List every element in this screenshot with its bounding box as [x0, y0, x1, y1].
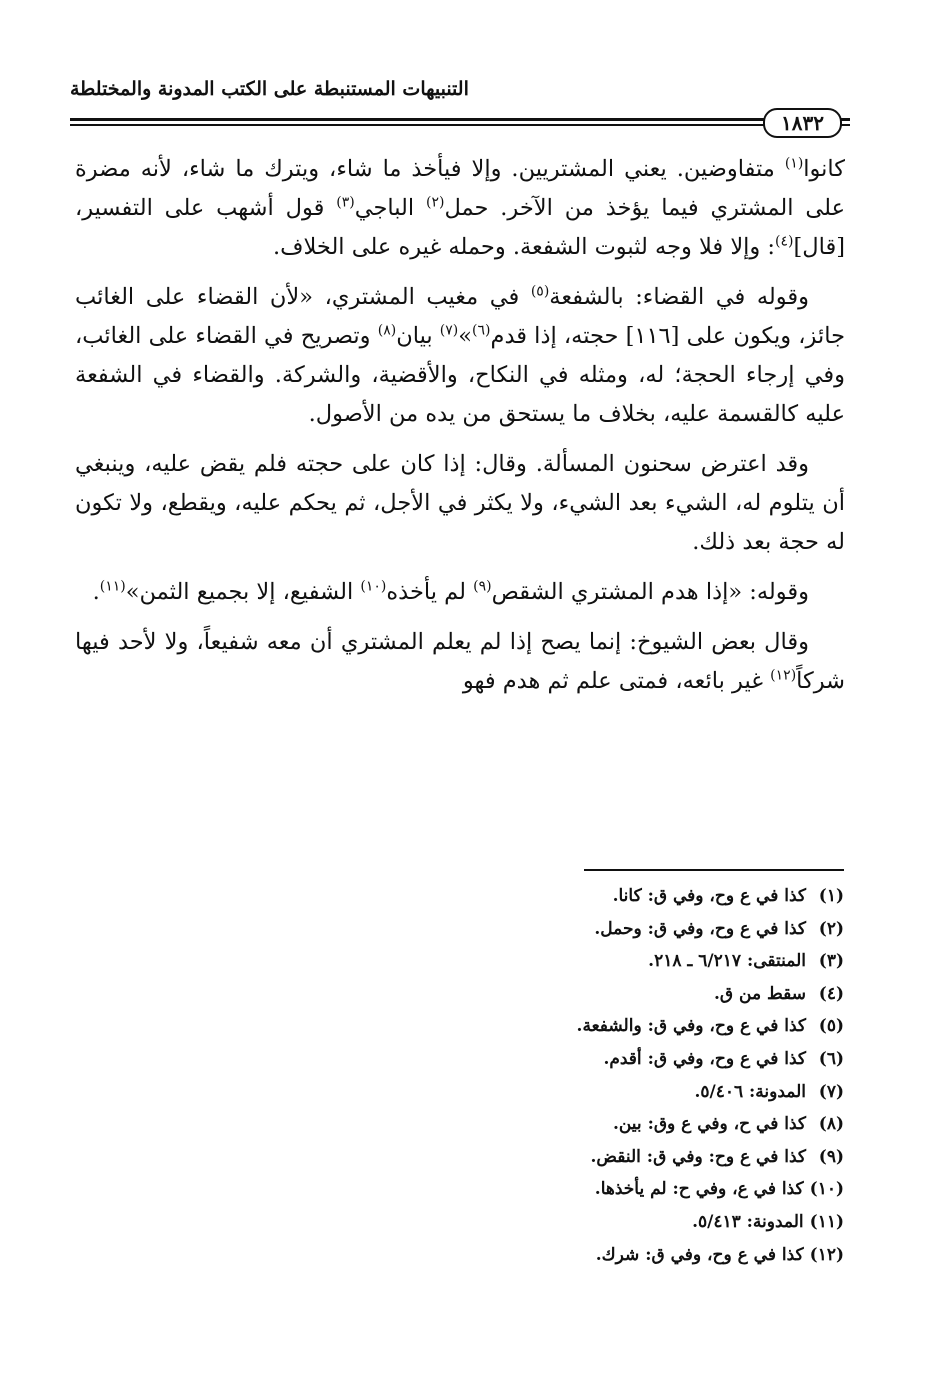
header-rule-thin: [70, 124, 850, 126]
footnote-ref-2: (٢): [425, 194, 445, 211]
text-run: وقوله في القضاء: بالشفعة: [549, 284, 810, 310]
footnote-item: [284, 880, 844, 913]
footnote-ref-5: (٥): [530, 283, 550, 300]
text-run: وقد اعترض سحنون المسألة. وقال: إذا كان على حجته فلم يقض عليه، وينبغي أن يتلوم له، الشيء بعد الشيء، ولا يكثر في الأجل، ثم يحكم عليه، ويقطع، ولا تكون له حجة بعد ذلك.: [75, 451, 845, 555]
page-header: [70, 68, 850, 138]
footnote-number: (٨): [818, 1114, 844, 1135]
footnote-ref-7: (٧): [439, 322, 459, 339]
footnote-number: (٣): [818, 951, 844, 972]
footnote-text: كذا في ع وح: وفي ق: النقض.: [590, 1146, 806, 1167]
footnote-item: [284, 1010, 844, 1043]
footnote-text: كذا في ع وح، وفي ق: والشفعة.: [576, 1016, 806, 1037]
text-run: غير بائعه، فمتى علم ثم هدم فهو: [462, 668, 771, 694]
text-run: بيان: [396, 323, 440, 349]
paragraph-2: [75, 278, 845, 434]
text-run: وتصريح في القضاء على الغائب، وفي إرجاء الحجة؛ له، ومثله في النكاح، والأقضية، والشركة. والقضاء في الشفعة عليه كالقسمة عليه، بخلاف ما يستحق من يده من الأصول.: [75, 323, 845, 427]
footnote-ref-8: (٨): [377, 322, 397, 339]
footnote-ref-12: (١٢): [770, 667, 797, 684]
footnote-text: المدونة: ٥/٤٠٦.: [694, 1081, 806, 1102]
footnote-number: (٤): [818, 983, 844, 1004]
page-number: ١٨٣٢: [763, 108, 842, 138]
footnote-number: (١٠): [809, 1179, 844, 1200]
footnote-number: (١٢): [809, 1244, 844, 1265]
text-run: »: [458, 323, 473, 349]
text-run: متفاوضين. يعني المشتريين. وإلا فيأخذ ما شاء، ويترك ما شاء، لأنه مضرة على المشتري فيما يؤخذ من الآخر. حمل: [75, 156, 845, 221]
header-rule-thick: [70, 118, 850, 121]
text-run: .: [92, 579, 100, 605]
text-run: كانوا: [803, 156, 845, 182]
footnote-number: (٧): [818, 1081, 844, 1102]
footnote-item: [284, 1076, 844, 1109]
footnote-ref-10: (١٠): [360, 578, 387, 595]
footnote-item: [284, 913, 844, 946]
footnote-number: (١١): [809, 1211, 844, 1232]
footnote-text: كذا في ع وح، وفي ق: شرك.: [595, 1244, 804, 1265]
footnote-ref-11: (١١): [99, 578, 126, 595]
text-run: وقوله: «إذا هدم المشتري الشقص: [491, 579, 809, 605]
footnote-text: كذا في ع وح، وفي ق: أقدم.: [603, 1048, 806, 1069]
text-run: قول أشهب على التفسير، [قال]: [75, 195, 845, 260]
paragraph-4: [75, 573, 845, 612]
footnote-ref-6: (٦): [472, 322, 491, 339]
footnote-item: [284, 1141, 844, 1174]
running-title: التنبيهات المستنبطة على الكتب المدونة والمختلطة: [70, 78, 469, 100]
footnote-item: [284, 1206, 844, 1239]
footnote-text: كذا في ع وح، وفي ق: كانا.: [612, 886, 806, 906]
footnote-item: [284, 945, 844, 978]
footnote-number: (٩): [818, 1146, 844, 1167]
footnote-separator: [584, 869, 844, 871]
footnote-ref-1: (١): [784, 155, 804, 172]
footnotes-list: [284, 880, 844, 1271]
footnote-number: (٢): [818, 918, 844, 939]
footnote-item: [284, 1043, 844, 1076]
text-run: في مغيب المشتري، «لأن القضاء على الغائب جائز، ويكون على [١١٦] حجته، إذا قدم: [75, 284, 845, 349]
footnote-number: (١): [818, 886, 844, 906]
footnote-ref-3: (٣): [336, 194, 355, 211]
footnote-number: (٦): [818, 1048, 844, 1069]
footnote-text: المدونة: ٥/٤١٣.: [692, 1211, 804, 1232]
paragraph-5: [75, 623, 845, 701]
text-run: الشفيع، إلا بجميع الثمن»: [125, 579, 361, 605]
text-run: لم يأخذه: [386, 579, 474, 605]
footnote-item: [284, 1173, 844, 1206]
footnote-ref-4: (٤): [775, 233, 794, 250]
footnote-item: [284, 978, 844, 1011]
footnote-item: [284, 1108, 844, 1141]
footnote-text: كذا في ع وح، وفي ق: وحمل.: [594, 918, 806, 939]
footnote-text: كذا في ع، وفي ح: لم يأخذها.: [594, 1179, 804, 1200]
footnote-text: المنتقى: ٦/٢١٧ ـ ٢١٨.: [648, 951, 806, 972]
footnote-item: [284, 1239, 844, 1272]
text-run: : وإلا فلا وجه لثبوت الشفعة. وحمله غيره على الخلاف.: [273, 234, 776, 260]
text-run: الباجي: [354, 195, 426, 221]
footnote-text: سقط من ق.: [714, 983, 806, 1004]
footnote-ref-9: (٩): [473, 578, 492, 595]
paragraph-1: [75, 150, 845, 267]
text-run: وقال بعض الشيوخ: إنما يصح إذا لم يعلم المشتري أن معه شفيعاً، ولا لأحد فيها شركاً: [75, 629, 845, 694]
main-text: [75, 150, 845, 712]
footnote-text: كذا في ح، وفي ع وق: بين.: [612, 1114, 806, 1135]
paragraph-3: [75, 445, 845, 562]
footnote-number: (٥): [818, 1016, 844, 1037]
